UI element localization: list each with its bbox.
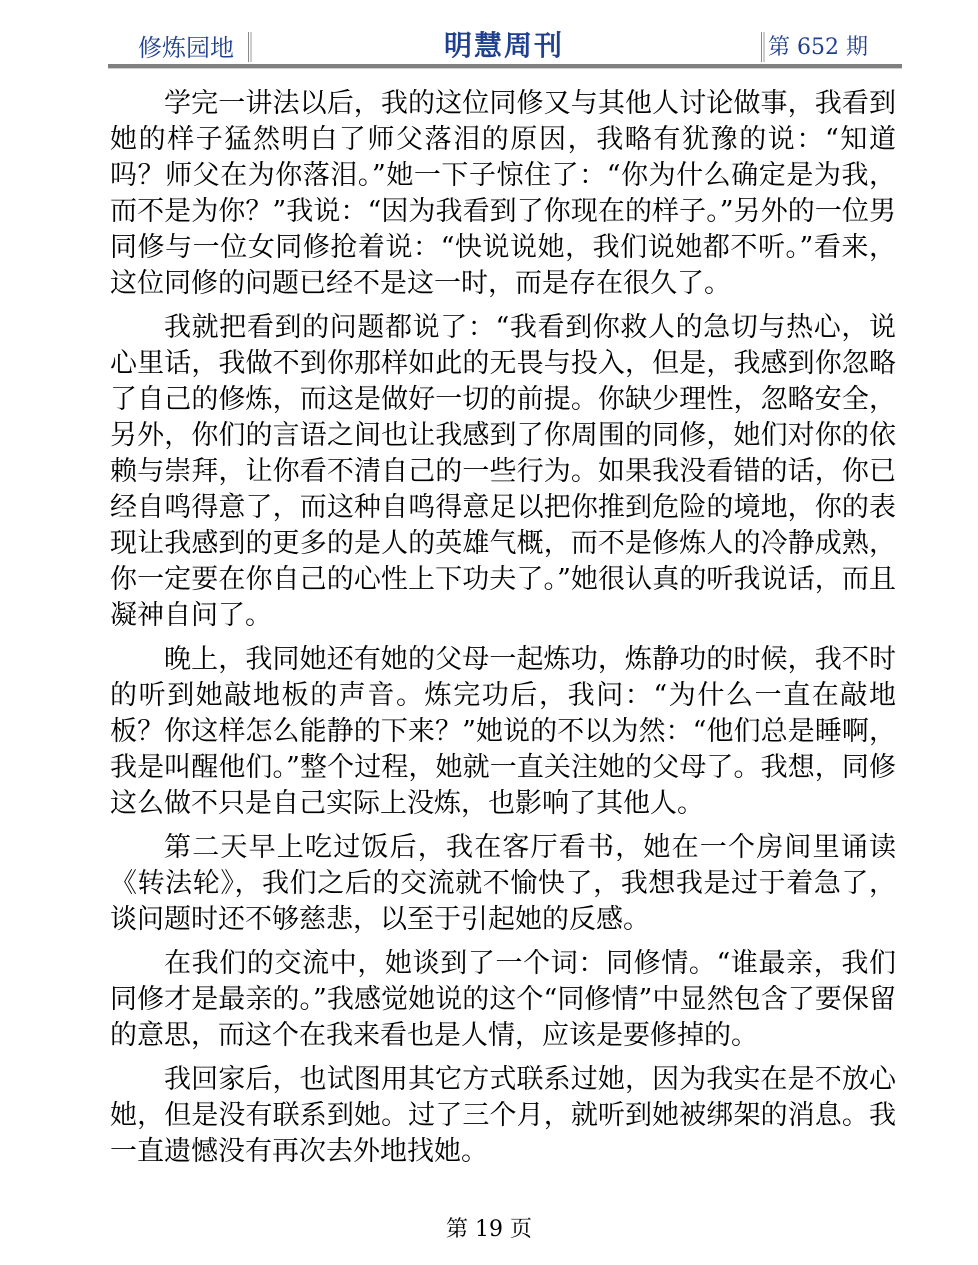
page-number: 第 19 页 [446, 1217, 532, 1242]
section-name: 修炼园地 [138, 34, 234, 62]
paragraph: 我就把看到的问题都说了：“我看到你救人的急切与热心，说心里话，我做不到你那样如此的无畏与投入，但是，我感到你忽略了自己的修炼，而这是做好一切的前提。你缺少理性，忽略安全，另外，你们的言语之间也让我感到了你周围的同修，她们对你的依赖与崇拜，让你看不清自己的一些行为。如果我没看错的话，你已经自鸣得意了，而这种自鸣得意足以把你推到危险的境地，你的表现让我感到的更多的是人的英雄气概，而不是修炼人的冷静成熟，你一定要在你自己的心性上下功夫了。”她很认真的听我说话，而且凝神自问了。 [110, 312, 896, 631]
paragraph: 晚上，我同她还有她的父母一起炼功，炼静功的时候，我不时的听到她敲地板的声音。炼完功后，我问：“为什么一直在敲地板？你这样怎么能静的下来？”她说的不以为然：“他们总是睡啊，我是叫醒他们。”整个过程，她就一直关注她的父母了。我想，同修这么做不只是自己实际上没炼，也影响了其他人。 [110, 644, 896, 819]
header-rule [108, 64, 902, 69]
header-separator-right [761, 32, 765, 62]
article-body [110, 86, 896, 1178]
issue-number: 第 652 期 [768, 35, 868, 60]
paragraph: 我回家后，也试图用其它方式联系过她，因为我实在是不放心她，但是没有联系到她。过了三个月，就听到她被绑架的消息。我一直遗憾没有再次去外地找她。 [110, 1064, 896, 1167]
paragraph: 在我们的交流中，她谈到了一个词：同修情。“谁最亲，我们同修才是最亲的。”我感觉她说的这个“同修情”中显然包含了要保留的意思，而这个在我来看也是人情，应该是要修掉的。 [110, 948, 896, 1051]
paragraph: 第二天早上吃过饭后，我在客厅看书，她在一个房间里诵读《转法轮》，我们之后的交流就不愉快了，我想我是过于着急了，谈问题时还不够慈悲，以至于引起她的反感。 [110, 832, 896, 935]
publication-title: 明慧周刊 [443, 29, 564, 62]
page-header [108, 24, 900, 64]
paragraph: 学完一讲法以后，我的这位同修又与其他人讨论做事，我看到她的样子猛然明白了师父落泪的原因，我略有犹豫的说：“知道吗？师父在为你落泪。”她一下子惊住了：“你为什么确定是为我，而不是为你？”我说：“因为我看到了你现在的样子。”另外的一位男同修与一位女同修抢着说：“快说说她，我们说她都不听。”看来，这位同修的问题已经不是这一时，而是存在很久了。 [110, 88, 896, 299]
